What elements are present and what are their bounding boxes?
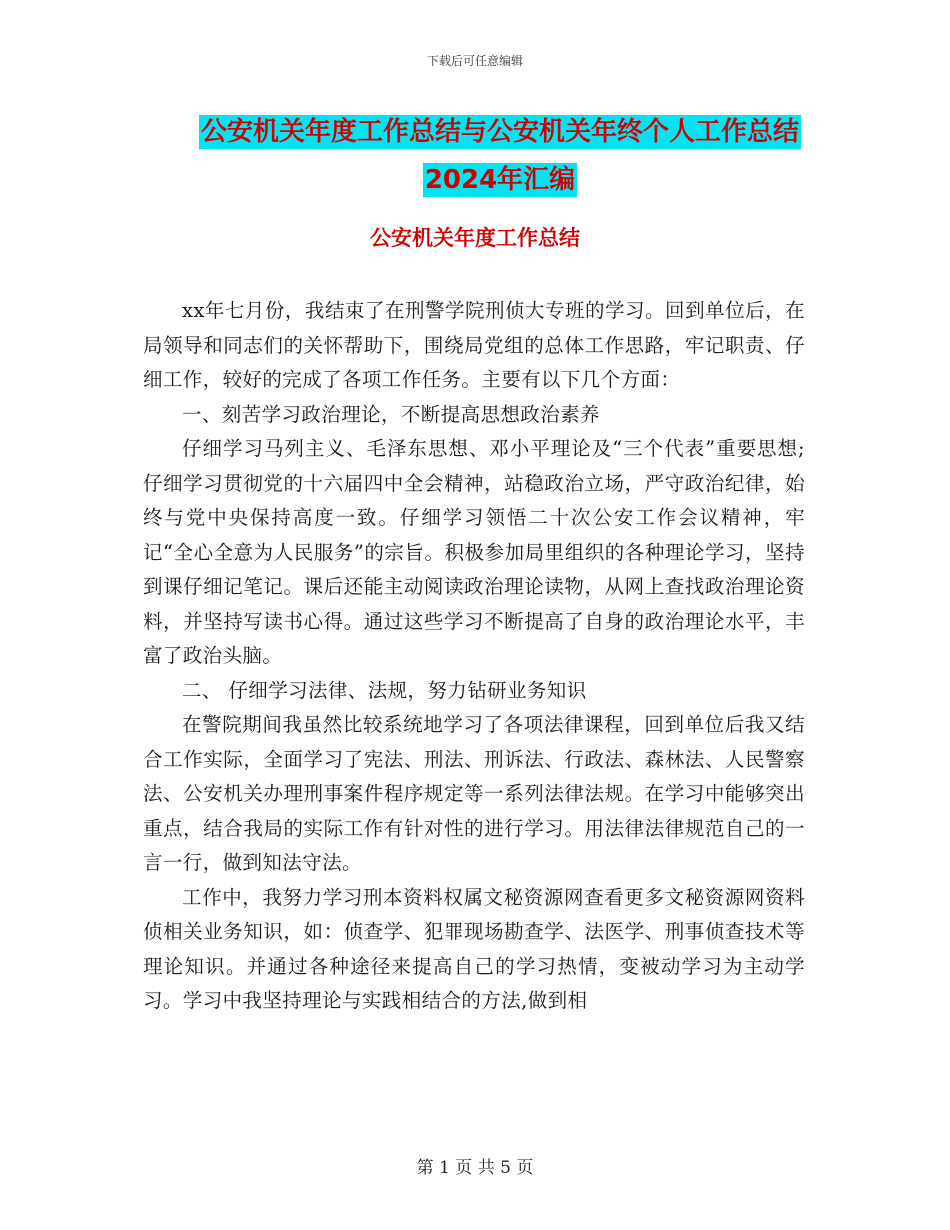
paragraph-heading-2: 二、 仔细学习法律、法规，努力钻研业务知识	[182, 678, 587, 702]
section-heading: 公安机关年度工作总结	[370, 226, 580, 250]
paragraph-heading-1: 一、刻苦学习政治理论，不断提高思想政治素养	[182, 402, 600, 426]
paragraph-work: 工作中，我努力学习刑本资料权属文秘资源网查看更多文秘资源网资料侦相关业务知识，如：侦查学、犯罪现场勘查学、法医学、刑事侦查技术等理论知识。并通过各种途径来提高自己的学习热情，变被动学习为主动学习。学习中我坚持理论与实践相结合的方法,做到相	[143, 885, 805, 1012]
title-line-1: 公安机关年度工作总结与公安机关年终个人工作总结	[200, 117, 799, 147]
page-header-note: 下载后可任意编辑	[426, 54, 523, 68]
document-body	[143, 294, 805, 1019]
page-number: 第 1 页 共 5 页	[416, 1158, 534, 1178]
title-line-2: 2024年汇编	[424, 165, 576, 195]
paragraph-law: 在警院期间我虽然比较系统地学习了各项法律课程，回到单位后我又结合工作实际，全面学习了宪法、刑法、刑诉法、行政法、森林法、人民警察法、公安机关办理刑事案件程序规定等一系列法律法规。在学习中能够突出重点，结合我局的实际工作有针对性的进行学习。用法律法律规范自己的一言一行，做到知法守法。	[143, 713, 805, 874]
paragraph-intro: xx年七月份，我结束了在刑警学院刑侦大专班的学习。回到单位后，在局领导和同志们的关怀帮助下，围绕局党组的总体工作思路，牢记职责、仔细工作，较好的完成了各项工作任务。主要有以下几个方面：	[143, 299, 805, 391]
document-title	[140, 108, 860, 204]
paragraph-politics: 仔细学习马列主义、毛泽东思想、邓小平理论及“三个代表”重要思想;仔细学习贯彻党的十六届四中全会精神，站稳政治立场，严守政治纪律，始终与党中央保持高度一致。仔细学习领悟二十次公安工作会议精神，牢记“全心全意为人民服务”的宗旨。积极参加局里组织的各种理论学习，坚持到课仔细记笔记。课后还能主动阅读政治理论读物，从网上查找政治理论资料，并坚持写读书心得。通过这些学习不断提高了自身的政治理论水平，丰富了政治头脑。	[143, 437, 805, 667]
